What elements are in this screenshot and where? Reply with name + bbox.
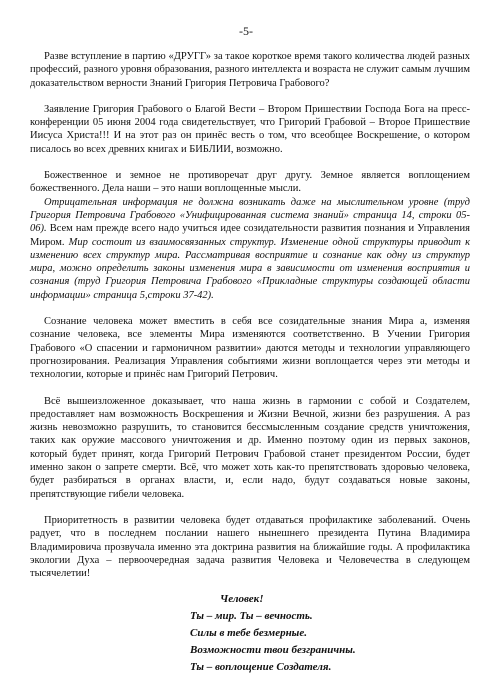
paragraph-divine-and-earthly: [30, 169, 470, 196]
closing-poem: [190, 591, 450, 676]
poem-line-5: Ты – воплощение Создателя.: [190, 661, 332, 673]
paragraph-disease-prevention: Приоритетность в развитии человека будет отдаваться профилактике заболеваний. Очень радует, что в последнем послании нашего нынешнего президента Путина Владимира Владимировича прозвучала именно эта доктрина развития на ближайшие годы. А профилактика экологии Духа – первоочередная задача развития Человека и Человечества в следующем тысячелетии!: [30, 514, 470, 580]
poem-line-2: Ты – мир. Ты – вечность.: [190, 610, 313, 622]
paragraph-middle-text: Всем нам прежде всего надо учиться идее созидательности развития познания и Управления Миром.: [30, 223, 471, 248]
paragraph-human-consciousness: Сознание человека может вместить в себя все созидательные знания Мира а, изменяя сознание человека, все элементы Мира изменяются соответственно. В Учении Григория Грабового «О спасении и гармоничном развитии» даются методы и технологии управляющего прогнозирования. Реализация Управления событиями жизни воплощается через эти методы и технологии, которые и принёс нам Григорий Петрович.: [30, 316, 470, 381]
document-body: [30, 50, 470, 593]
poem-line-4: Возможности твои безграничны.: [190, 644, 356, 656]
poem-line-3: Силы в тебе безмерные.: [190, 627, 307, 639]
paragraph-good-news-statement: Заявление Григория Грабового о Благой Вести – Втором Пришествии Господа Бога на пресс-конференции 05 июня 2004 года свидетельствует, что Григорий Грабовой – Второе Пришествие Иисуса Христа!!! И на этот раз он принёс весть о том, что всеобщее Воскрешение, о котором писалось во всех древних книгах и БИБЛИИ, возможно.: [30, 103, 470, 155]
quote-applied-structures: Мир состоит из взаимосвязанных структур. Изменение одной структуры приводит к изменению всех структур мира. Рассматривая восприятие и сознание как одну из структур мира, можно определить законы изменения мира в зависимости от изменения восприятия и сознания (труд Григория Петровича Грабового «Прикладные структуры создающей области информации» страница 5,строки 37-42).: [30, 236, 470, 301]
page-number: -5-: [239, 24, 253, 38]
paragraph-quotes: [30, 196, 470, 302]
paragraph-party-membership: Разве вступление в партию «ДРУГГ» за такое короткое время такого количества людей разных профессий, разного уровня образования, разного интеллекта и возраста не служит самым лучшим доказательством верности Знаний Григория Петровича Грабового?: [30, 51, 471, 89]
quote-unified-system: Отрицательная информация не должна возникать даже на мыслительном уровне (труд Григория Петровича Грабового «Унифицированная система знаний» страница 14, строки 05-06).: [30, 196, 470, 235]
paragraph-lead-text: Божественное и земное не противоречат друг другу. Земное является воплощением божественного. Дела наши – это наши воплощенные мысли.: [30, 170, 470, 195]
poem-line-1: Человек!: [220, 593, 264, 605]
paragraph-harmony-and-resurrection: Всё вышеизложенное доказывает, что наша жизнь в гармонии с собой и Создателем, предоставляет нам возможность Воскрешения и Жизни Вечной, жизни без разрушения. А раз жизнь невозможно разрушить, то становится бессмысленным создание средств уничтожения, таких как оружие массового уничтожения и др. Именно поэтому один из первых законов, который будет принят, когда Григорий Петрович Грабовой станет президентом России, будет именно закон о запрете смерти. Всё, что может хоть как-то препятствовать здоровью человека, будет разбираться в органах власти, и, если надо, будут создаваться новые законы, препятствующие гибели человека.: [30, 395, 470, 500]
